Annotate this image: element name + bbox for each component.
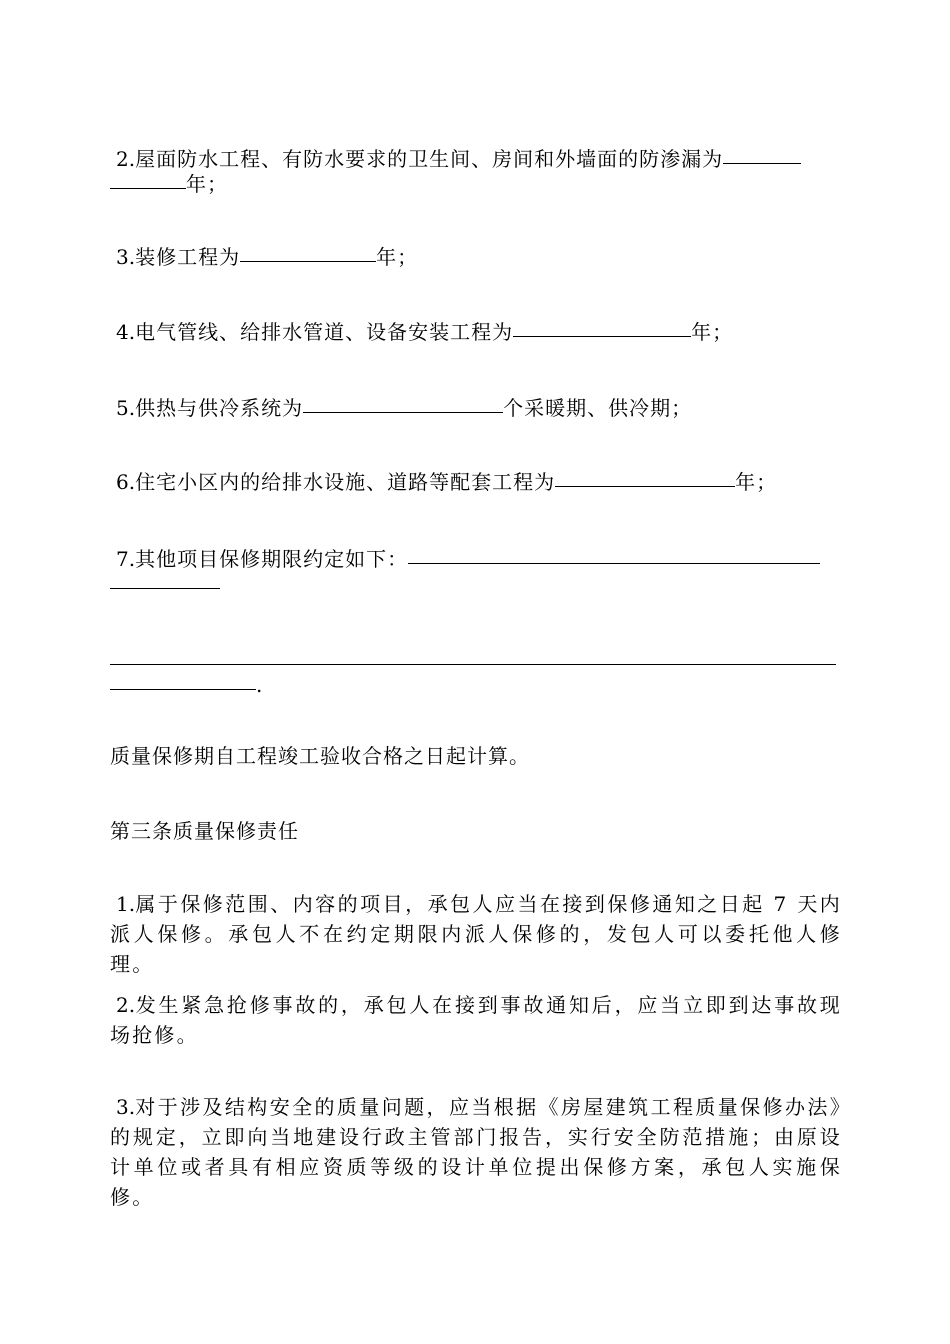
blank-line-end [110, 670, 842, 700]
section-title: 第三条质量保修责任 [110, 819, 299, 843]
item-number: 4. [116, 320, 136, 344]
item-text: 发生紧急抢修事故的，承包人在接到事故通知后，应当立即到达事故现场抢修。 [110, 993, 842, 1047]
warranty-item-7-cont [110, 569, 842, 599]
item-number: 3. [116, 1095, 136, 1119]
warranty-item-3 [110, 242, 842, 272]
warranty-item-6 [110, 467, 842, 497]
fill-blank [110, 663, 836, 665]
item-number: 1. [116, 892, 136, 916]
duty-item-2 [110, 990, 842, 1050]
item-number: 5. [116, 396, 136, 420]
fill-blank [408, 562, 820, 564]
item-text: 供热与供冷系统为 [135, 396, 304, 420]
item-suffix: 个采暖期、供冷期； [503, 396, 693, 420]
item-number: 2. [116, 147, 136, 171]
item-number: 7. [116, 547, 136, 571]
item-text: 住宅小区内的给排水设施、道路等配套工程为 [135, 470, 556, 494]
item-text: 其他项目保修期限约定如下： [135, 547, 409, 571]
item-text: 属于保修范围、内容的项目，承包人应当在接到保修通知之日起 7 天内派人保修。承包人不在约定期限内派人保修的，发包人可以委托他人修理。 [110, 892, 842, 976]
fill-blank [555, 485, 735, 487]
duty-item-3 [110, 1092, 842, 1212]
item-suffix: 年； [376, 245, 419, 269]
fill-blank [110, 587, 220, 589]
item-text: 对于涉及结构安全的质量问题，应当根据《房屋建筑工程质量保修办法》的规定，立即向当地建设行政主管部门报告，实行安全防范措施；由原设计单位或者具有相应资质等级的设计单位提出保修方案，承包人实施保修。 [110, 1095, 842, 1209]
fill-blank [110, 688, 256, 690]
item-text: 装修工程为 [135, 245, 241, 269]
warranty-item-4 [110, 317, 842, 347]
item-suffix: 年； [691, 320, 734, 344]
fill-blank [303, 411, 503, 413]
fill-blank [723, 162, 801, 164]
period-start-statement: 质量保修期自工程竣工验收合格之日起计算。 [110, 744, 530, 768]
fill-blank [513, 335, 691, 337]
warranty-item-5 [110, 393, 842, 423]
item-text: 电气管线、给排水管道、设备安装工程为 [135, 320, 514, 344]
item-number: 6. [116, 470, 136, 494]
item-text: 屋面防水工程、有防水要求的卫生间、房间和外墙面的防渗漏为 [135, 147, 724, 171]
fill-blank [110, 187, 186, 189]
end-period: . [256, 673, 264, 697]
fill-blank [240, 260, 376, 262]
warranty-item-2-cont [110, 169, 842, 199]
item-suffix: 年； [186, 172, 228, 196]
duty-item-1 [110, 889, 842, 979]
item-number: 3. [116, 245, 136, 269]
item-number: 2. [116, 993, 136, 1017]
item-suffix: 年； [735, 470, 778, 494]
